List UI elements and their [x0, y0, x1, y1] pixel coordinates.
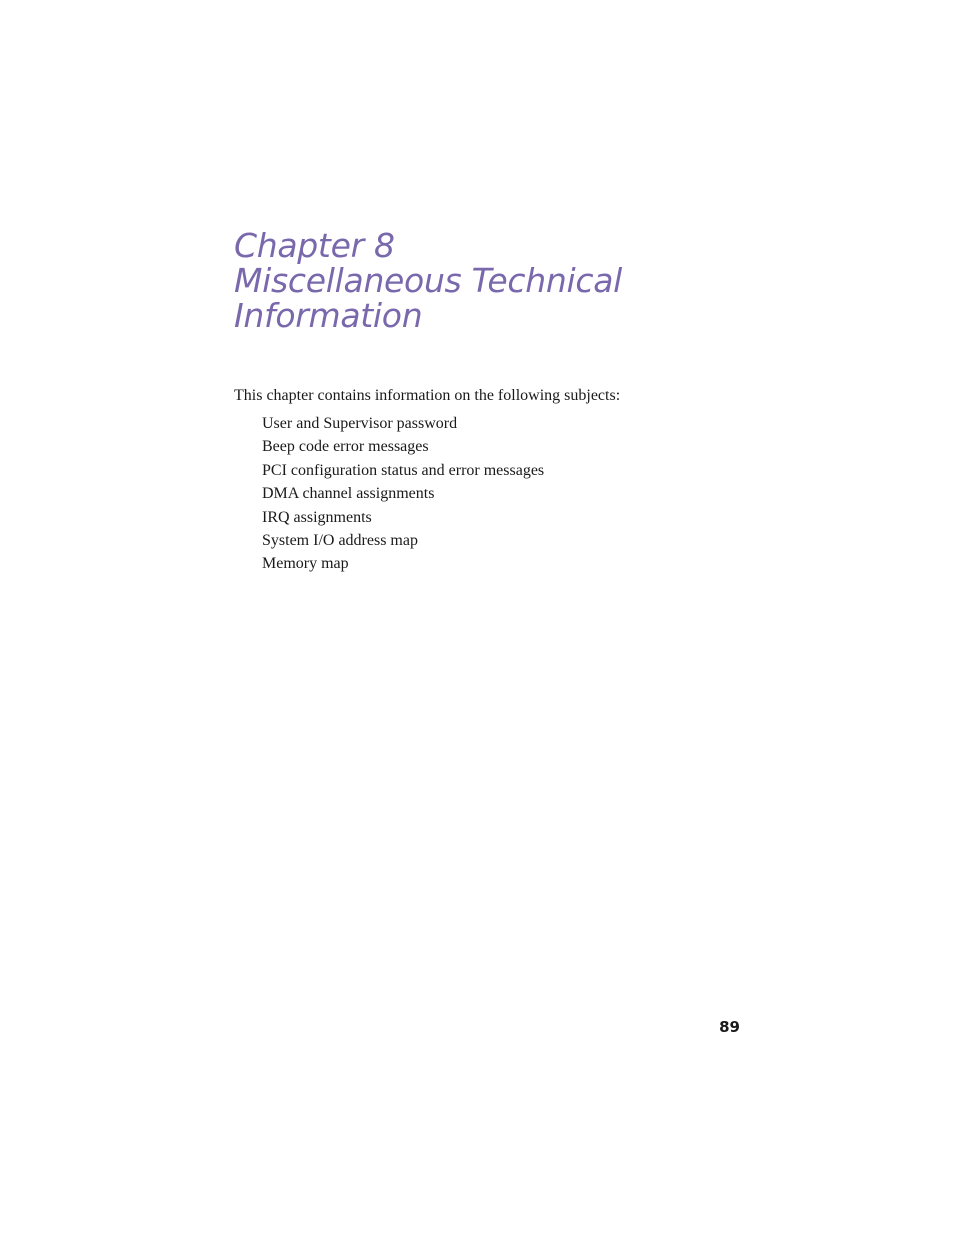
chapter-title-line-3: Information — [234, 296, 423, 335]
list-item: IRQ assignments — [262, 508, 372, 526]
chapter-title-line-1: Chapter 8 — [234, 226, 395, 265]
page-number: 89 — [719, 1018, 740, 1036]
intro-paragraph: This chapter contains information on the following subjects: — [234, 387, 621, 404]
list-item: User and Supervisor password — [262, 415, 458, 432]
chapter-title-line-2: Miscellaneous Technical — [234, 261, 623, 300]
list-item: System I/O address map — [262, 531, 418, 549]
list-item: Memory map — [262, 555, 349, 573]
list-item: PCI configuration status and error messages — [262, 461, 545, 479]
chapter-title — [234, 228, 754, 333]
list-item: DMA channel assignments — [262, 485, 435, 503]
list-item: Beep code error messages — [262, 438, 429, 456]
subject-list — [262, 413, 544, 577]
